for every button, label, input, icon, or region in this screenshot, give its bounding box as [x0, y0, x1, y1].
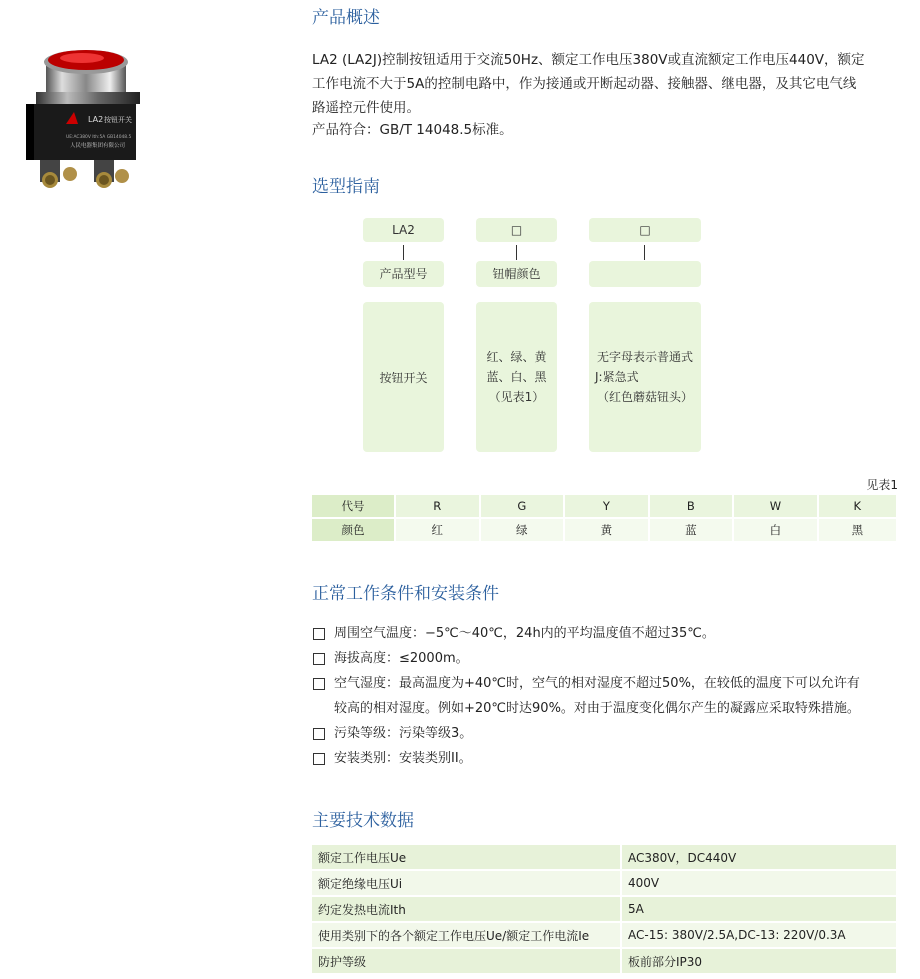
tech-key: 额定工作电压Ue [312, 845, 621, 870]
condition-text: 周围空气温度：−5℃～40℃，24h内的平均温度值不超过35℃。 [334, 626, 715, 641]
label-box-type [589, 261, 701, 287]
table-cell: W [733, 495, 818, 518]
condition-text: 海拔高度：≤2000m。 [334, 651, 469, 666]
overview-line: 产品符合：GB/T 14048.5标准。 [312, 122, 513, 138]
condition-item [312, 746, 912, 771]
table-cell: K [818, 495, 896, 518]
checkbox-icon [313, 678, 325, 690]
conditions-list [312, 621, 912, 771]
table-cell: R [395, 495, 480, 518]
overview-line: LA2 (LA2J)控制按钮适用于交流50Hz、额定工作电压380V或直流额定工作电压440V，额定 [312, 52, 865, 68]
product-image [22, 48, 140, 196]
checkbox-icon [313, 753, 325, 765]
desc-text: J:紧急式 [595, 370, 639, 384]
table-cell: 红 [395, 518, 480, 541]
tech-row [312, 845, 896, 870]
code-box-color: □ [476, 218, 557, 242]
tech-value: AC380V，DC440V [621, 845, 896, 870]
tech-row [312, 922, 896, 948]
table-cell: 蓝 [649, 518, 734, 541]
condition-item [312, 646, 912, 671]
tech-key: 额定绝缘电压Ui [312, 870, 621, 896]
tech-title: 主要技术数据 [312, 811, 414, 831]
connector-line [403, 245, 404, 260]
overview-title: 产品概述 [312, 8, 380, 28]
condition-item [312, 721, 912, 746]
desc-box-type [589, 302, 701, 452]
product-label-model: LA2 [88, 115, 104, 124]
desc-text: （见表1） [488, 390, 545, 404]
product-label-small: UE:AC380V Ith:5A GB14048.5 [66, 135, 132, 140]
desc-text: 红、绿、黄 [486, 350, 547, 364]
code-box-type: □ [589, 218, 701, 242]
tech-row [312, 948, 896, 974]
tech-row [312, 870, 896, 896]
label-box-model: 产品型号 [363, 261, 444, 287]
tech-value: 400V [621, 870, 896, 896]
checkbox-icon [313, 728, 325, 740]
overview-line: 工作电流不大于5A的控制电路中，作为接通或开断起动器、接触器、继电器，及其它电气线 [312, 76, 857, 92]
product-label-company: 人民电器集团有限公司 [70, 143, 126, 149]
table-cell: 绿 [480, 518, 565, 541]
checkbox-icon [313, 628, 325, 640]
desc-text: 蓝、白、黑 [486, 370, 547, 384]
desc-text: 按钮开关 [379, 370, 428, 385]
conditions-title: 正常工作条件和安装条件 [312, 584, 499, 604]
tech-key: 使用类别下的各个额定工作电压Ue/额定工作电流Ie [312, 922, 621, 948]
table-cell: 黑 [818, 518, 896, 541]
color-table-row-color [312, 518, 896, 541]
condition-text: 空气湿度：最高温度为+40℃时，空气的相对湿度不超过50%，在较低的温度下可以允许有 [334, 676, 860, 691]
color-table-row-code [312, 495, 896, 518]
tech-value: AC-15: 380V/2.5A,DC-13: 220V/0.3A [621, 922, 896, 948]
tech-row [312, 896, 896, 922]
checkbox-icon [313, 653, 325, 665]
color-table-caption: 见表1 [866, 478, 898, 492]
table-header: 颜色 [312, 518, 395, 541]
desc-box-color [476, 302, 557, 452]
tech-key: 约定发热电流Ith [312, 896, 621, 922]
condition-item [312, 671, 912, 721]
tech-value: 板前部分IP30 [621, 948, 896, 974]
condition-item [312, 621, 912, 646]
selection-title: 选型指南 [312, 177, 380, 197]
connector-line [516, 245, 517, 260]
product-label-name: 按钮开关 [104, 116, 132, 124]
desc-text: 无字母表示普通式 [596, 350, 693, 364]
condition-text: 安装类别：安装类别II。 [334, 751, 472, 766]
desc-text: （红色蘑菇钮头） [596, 390, 693, 404]
overview-line: 路遥控元件使用。 [312, 100, 420, 116]
connector-line [644, 245, 645, 260]
table-cell: G [480, 495, 565, 518]
table-cell: 黄 [564, 518, 649, 541]
tech-table [312, 845, 896, 975]
label-box-color: 钮帽颜色 [476, 261, 557, 287]
tech-value: 5A [621, 896, 896, 922]
condition-text: 污染等级：污染等级3。 [334, 726, 473, 741]
condition-text-continued: 较高的相对湿度。例如+20℃时达90%。对由于温度变化偶尔产生的凝露应采取特殊措施。 [334, 701, 860, 716]
table-header: 代号 [312, 495, 395, 518]
code-box-model: LA2 [363, 218, 444, 242]
desc-box-model [363, 302, 444, 452]
table-cell: B [649, 495, 734, 518]
table-cell: Y [564, 495, 649, 518]
table-cell: 白 [733, 518, 818, 541]
tech-key: 防护等级 [312, 948, 621, 974]
color-table [312, 495, 896, 541]
overview-text [312, 48, 912, 142]
